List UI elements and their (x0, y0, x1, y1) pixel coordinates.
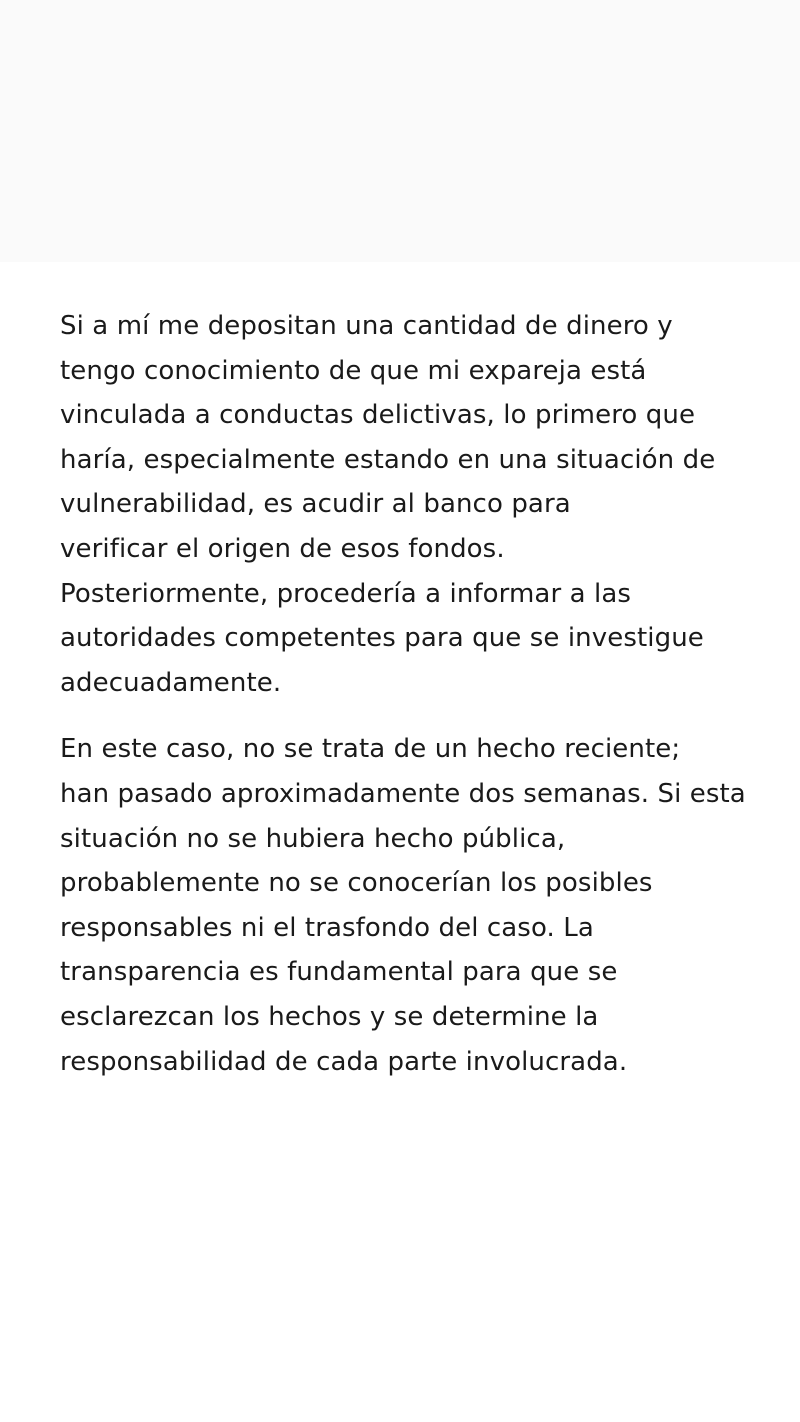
text-line: situación no se hubiera hecho pública, (60, 823, 566, 854)
top-blank-area (0, 0, 800, 262)
text-line: vinculada a conductas delictivas, lo primero que (60, 400, 696, 431)
statement-text (60, 304, 800, 1084)
text-line: Si a mí me depositan una cantidad de dinero y (60, 311, 673, 341)
text-line: vulnerabilidad, es acudir al banco para (60, 489, 571, 520)
text-line: autoridades competentes para que se investigue (60, 623, 704, 654)
text-line: responsabilidad de cada parte involucrada. (60, 1046, 628, 1077)
paragraph-2 (60, 727, 800, 1084)
text-line: Posteriormente, procedería a informar a las (60, 578, 632, 609)
text-line: probablemente no se conocerían los posibles (60, 868, 653, 899)
text-line: transparencia es fundamental para que se (60, 957, 618, 988)
text-line: han pasado aproximadamente dos semanas. Si esta (60, 778, 746, 809)
paragraph-1 (60, 304, 800, 705)
text-line: responsables ni el trasfondo del caso. La (60, 912, 594, 943)
text-line: tengo conocimiento de que mi expareja está (60, 355, 647, 386)
text-line: verificar el origen de esos fondos. (60, 533, 505, 564)
text-line: esclarezcan los hechos y se determine la (60, 1001, 599, 1032)
text-line: haría, especialmente estando en una situación de (60, 444, 716, 475)
text-line: adecuadamente. (60, 667, 282, 698)
text-line: En este caso, no se trata de un hecho reciente; (60, 734, 681, 765)
paragraph-spacer (60, 705, 800, 727)
